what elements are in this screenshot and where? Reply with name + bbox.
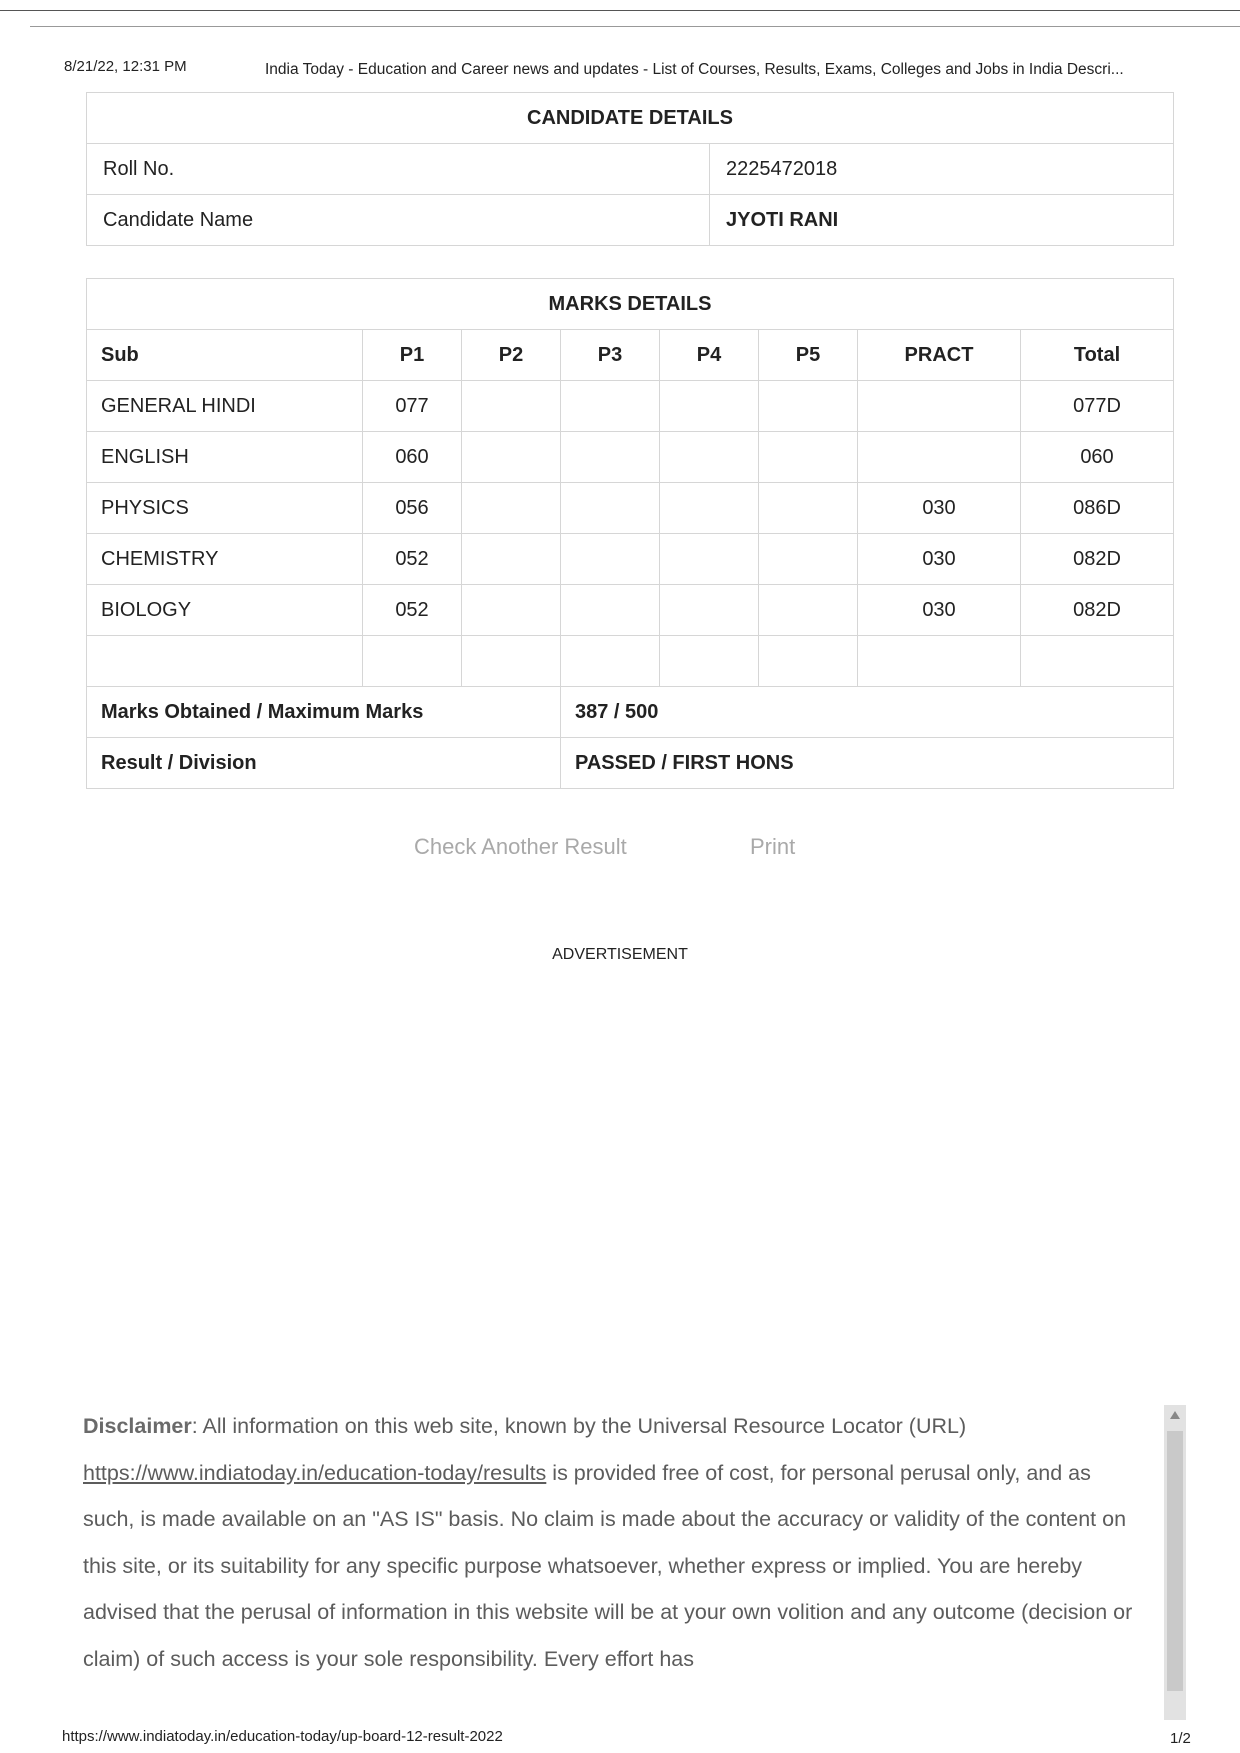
p5-cell <box>759 636 858 687</box>
pract-cell: 030 <box>858 585 1021 636</box>
print-button[interactable]: Print <box>750 834 796 859</box>
print-page-number: 1/2 <box>1170 1730 1191 1747</box>
p3-cell <box>561 534 660 585</box>
results-url-link[interactable]: https://www.indiatoday.in/education-today/results <box>83 1460 547 1485</box>
roll-no-label: Roll No. <box>87 144 710 195</box>
p1-cell <box>363 636 462 687</box>
disclaimer-after-link: is provided free of cost, for personal perusal only, and as such, is made available on an "AS IS" basis. No claim is made about the accuracy or validity of the content on this site, or its suitability for any specific purpose whatsoever, whether express or implied. You are hereby advised that the perusal of information in this website will be at your own volition and any outcome (decision or claim) of such access is your sole responsibility. Every effort has <box>83 1460 1133 1671</box>
subject-cell: CHEMISTRY <box>87 534 363 585</box>
candidate-details-table <box>86 92 1174 246</box>
marks-header-row <box>87 330 1174 381</box>
scrollbar[interactable] <box>1164 1405 1186 1720</box>
p5-cell <box>759 483 858 534</box>
p3-cell <box>561 636 660 687</box>
p2-cell <box>462 381 561 432</box>
subject-cell: PHYSICS <box>87 483 363 534</box>
p5-cell <box>759 585 858 636</box>
result-label: Result / Division <box>87 738 561 789</box>
col-header-p3: P3 <box>561 330 660 381</box>
p2-cell <box>462 585 561 636</box>
col-header-sub: Sub <box>87 330 363 381</box>
pract-cell: 030 <box>858 483 1021 534</box>
subject-cell: BIOLOGY <box>87 585 363 636</box>
pract-cell <box>858 636 1021 687</box>
p5-cell <box>759 534 858 585</box>
p4-cell <box>660 636 759 687</box>
subject-cell: GENERAL HINDI <box>87 381 363 432</box>
marks-obtained-value: 387 / 500 <box>561 687 1174 738</box>
total-cell: 082D <box>1021 534 1174 585</box>
p3-cell <box>561 585 660 636</box>
marks-row <box>87 585 1174 636</box>
scrollbar-thumb[interactable] <box>1167 1431 1183 1691</box>
marks-obtained-label: Marks Obtained / Maximum Marks <box>87 687 561 738</box>
disclaimer-title: Disclaimer <box>83 1414 192 1438</box>
col-header-p1: P1 <box>363 330 462 381</box>
marks-details-table <box>86 278 1174 789</box>
col-header-p2: P2 <box>462 330 561 381</box>
result-value: PASSED / FIRST HONS <box>561 738 1174 789</box>
pract-cell <box>858 432 1021 483</box>
p1-cell: 077 <box>363 381 462 432</box>
marks-row <box>87 534 1174 585</box>
marks-row <box>87 483 1174 534</box>
col-header-p5: P5 <box>759 330 858 381</box>
p5-cell <box>759 381 858 432</box>
pract-cell: 030 <box>858 534 1021 585</box>
scroll-up-arrow-icon[interactable] <box>1170 1411 1180 1419</box>
p1-cell: 056 <box>363 483 462 534</box>
p1-cell: 060 <box>363 432 462 483</box>
total-cell <box>1021 636 1174 687</box>
p3-cell <box>561 432 660 483</box>
pract-cell <box>858 381 1021 432</box>
p1-cell: 052 <box>363 534 462 585</box>
roll-no-value: 2225472018 <box>710 144 1174 195</box>
p2-cell <box>462 636 561 687</box>
marks-row <box>87 432 1174 483</box>
disclaimer-text <box>83 1403 1143 1682</box>
top-edge-line <box>0 10 1240 11</box>
p2-cell <box>462 534 561 585</box>
advertisement-label: ADVERTISEMENT <box>552 946 688 963</box>
total-cell: 077D <box>1021 381 1174 432</box>
p4-cell <box>660 585 759 636</box>
total-cell: 060 <box>1021 432 1174 483</box>
p5-cell <box>759 432 858 483</box>
marks-obtained-row <box>87 687 1174 738</box>
p3-cell <box>561 483 660 534</box>
print-page-title: India Today - Education and Career news and updates - List of Courses, Results, Exams, Colleges and Jobs in India Descri... <box>265 61 1124 78</box>
col-header-total: Total <box>1021 330 1174 381</box>
p4-cell <box>660 483 759 534</box>
p4-cell <box>660 432 759 483</box>
total-cell: 086D <box>1021 483 1174 534</box>
candidate-name-label: Candidate Name <box>87 195 710 246</box>
p2-cell <box>462 483 561 534</box>
print-datetime: 8/21/22, 12:31 PM <box>64 58 187 75</box>
p4-cell <box>660 534 759 585</box>
print-footer-url: https://www.indiatoday.in/education-today/up-board-12-result-2022 <box>62 1728 503 1745</box>
marks-row <box>87 381 1174 432</box>
disclaimer-before-link: : All information on this web site, known by the Universal Resource Locator (URL) <box>191 1414 967 1438</box>
col-header-p4: P4 <box>660 330 759 381</box>
top-edge-line-secondary <box>30 26 1240 27</box>
result-row <box>87 738 1174 789</box>
subject-cell: ENGLISH <box>87 432 363 483</box>
candidate-details-heading: CANDIDATE DETAILS <box>87 93 1174 144</box>
p4-cell <box>660 381 759 432</box>
p1-cell: 052 <box>363 585 462 636</box>
p3-cell <box>561 381 660 432</box>
marks-details-heading: MARKS DETAILS <box>87 279 1174 330</box>
p2-cell <box>462 432 561 483</box>
subject-cell <box>87 636 363 687</box>
col-header-pract: PRACT <box>858 330 1021 381</box>
total-cell: 082D <box>1021 585 1174 636</box>
check-another-result-button[interactable]: Check Another Result <box>414 834 627 859</box>
candidate-name-value: JYOTI RANI <box>710 195 1174 246</box>
marks-row-empty <box>87 636 1174 687</box>
